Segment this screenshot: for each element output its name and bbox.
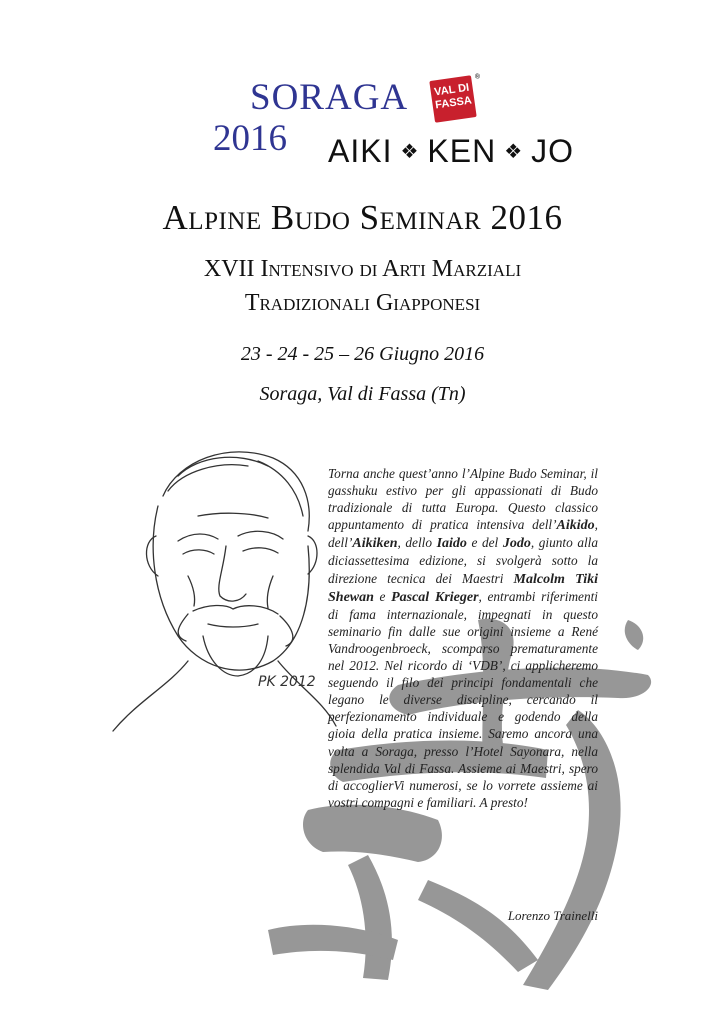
discipline-ken: KEN: [427, 133, 497, 169]
event-dates: 23 - 24 - 25 – 26 Giugno 2016: [240, 343, 485, 365]
body-text-part: e del: [466, 535, 503, 551]
body-text-part: , dello: [397, 535, 437, 551]
caricature-portrait-icon: [108, 436, 338, 736]
discipline-aikiken: Aikiken: [352, 536, 398, 552]
subtitle-line-1: XVII Intensivo di Arti Marziali: [203, 256, 522, 282]
separator-icon: ❖: [504, 141, 524, 163]
body-text-part: , dell’: [328, 517, 598, 551]
master-krieger: Pascal Krieger: [391, 589, 479, 605]
edition-year: 2016: [213, 118, 287, 159]
discipline-jodo: Jodo: [502, 536, 531, 552]
drawing-signature: PK 2012: [258, 674, 316, 690]
discipline-iaido: Iaido: [436, 536, 467, 552]
master-shewan: Malcolm Tiki Shewan: [328, 571, 598, 605]
body-text-part: , giunto alla diciassettesima edizione, si svolgerà sotto la direzione tecnica dei Maestri: [328, 535, 599, 586]
logo-line-2: FASSA: [434, 94, 473, 112]
author-signature: Lorenzo Trainelli: [507, 908, 598, 923]
body-paragraph: [328, 465, 598, 811]
discipline-aiki: AIKI: [328, 133, 393, 169]
val-di-fassa-logo: [429, 73, 481, 122]
seminar-title: Alpine Budo Seminar 2016: [162, 198, 563, 237]
town-name: SORAGA: [250, 77, 409, 118]
discipline-aikido: Aikido: [556, 518, 595, 534]
discipline-jo: JO: [531, 133, 575, 169]
logo-line-1: VAL DI: [433, 81, 470, 99]
subtitle-line-2: Tradizionali Giapponesi: [244, 290, 481, 316]
body-text-part: , entrambi riferimenti di fama internazionale, impegnati in questo seminario fin dalle sue origini insieme a René Vandroogenbroeck, scomparso prematuramente nel 2012. Nel ricordo di ‘VDB’, ci applicheremo seguendo il filo dei principi fondamentali che legano le diverse discipline, cercando il perfezionamento individuale e godendo della gioia della pratica insieme. Saremo ancora una volta a Soraga, presso l’Hotel Sayonara, nella splendida Val di Fassa. Assieme ai Maestri, spero di accoglierVi numerosi, se lo vorrete assieme ai vostri compagni e familiari. A presto!: [328, 588, 598, 810]
body-text-part: e: [373, 588, 392, 604]
body-text-part: Torna anche quest’anno l’Alpine Budo Seminar, il gasshuku estivo per gli appassionati di Budo tradizionale di tutta Europa. Questo classico appuntamento di pratica intensiva dell’: [328, 466, 598, 533]
event-place: Soraga, Val di Fassa (Tn): [259, 383, 466, 405]
registered-mark: ®: [474, 73, 481, 81]
disciplines-line: [328, 133, 574, 170]
separator-icon: ❖: [400, 141, 420, 163]
